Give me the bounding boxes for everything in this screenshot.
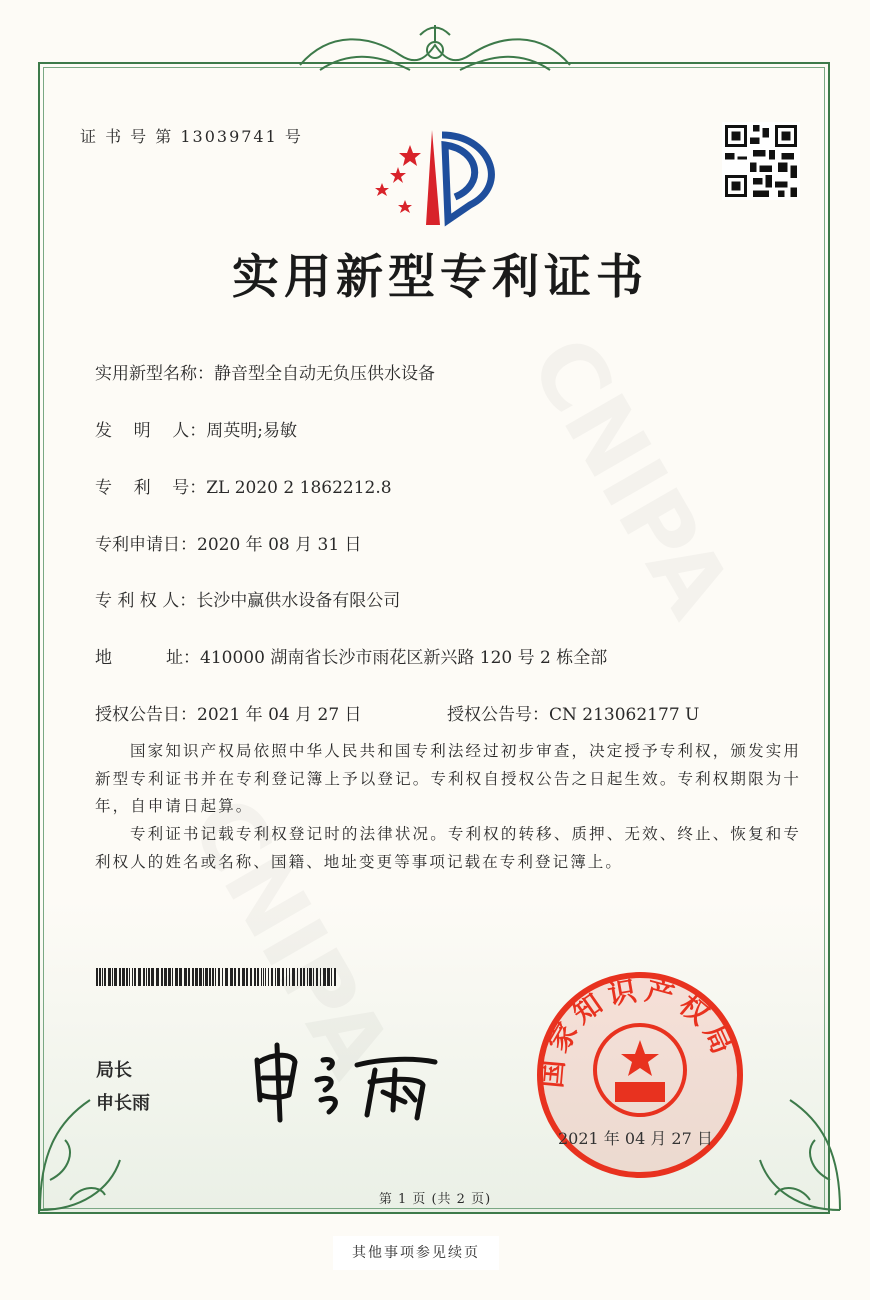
barcode-bar <box>263 968 264 986</box>
qr-code <box>722 122 800 200</box>
barcode-bar <box>222 968 223 986</box>
barcode-bar <box>119 968 121 986</box>
barcode-bar <box>230 968 233 986</box>
barcode-bar <box>188 968 190 986</box>
director-title: 局长 <box>96 1060 132 1081</box>
seal-date: 2021 年 04 月 27 日 <box>558 1129 713 1148</box>
field-grant-date <box>95 700 362 725</box>
barcode-bar <box>313 968 314 986</box>
barcode-bar <box>161 968 163 986</box>
page-indicator: 第 1 页 (共 2 页) <box>378 1192 492 1207</box>
barcode-bar <box>250 968 252 986</box>
certificate-number: 证 书 号 第 13039741 号 <box>80 127 303 146</box>
barcode-bar <box>134 968 136 986</box>
barcode-bar <box>146 968 147 986</box>
barcode-bar <box>242 968 245 986</box>
barcode-bar <box>289 968 290 986</box>
field-value: 长沙中赢供水设备有限公司 <box>196 591 401 611</box>
continuation-note: 其他事项参见续页 <box>333 1236 499 1270</box>
barcode-bar <box>238 968 240 986</box>
barcode-bar <box>275 968 276 986</box>
barcode-bar <box>179 968 182 986</box>
barcode-bar <box>205 968 208 986</box>
barcode-bar <box>112 968 113 986</box>
barcode-bar <box>99 968 101 986</box>
barcode-bar <box>175 968 178 986</box>
top-ornament <box>290 20 580 90</box>
field-label: 授权公告号： <box>447 705 549 725</box>
barcode-bar <box>246 968 248 986</box>
field-inventor <box>95 416 297 441</box>
barcode-bar <box>271 968 273 986</box>
barcode-bar <box>164 968 167 986</box>
barcode-bar <box>102 968 103 986</box>
field-label: 专 利 号： <box>95 478 207 498</box>
field-label: 授权公告日： <box>95 705 197 725</box>
barcode-bar <box>203 968 204 986</box>
field-label: 发 明 人： <box>95 421 207 441</box>
field-value: 周英明;易敏 <box>206 421 297 441</box>
field-value: 静音型全自动无负压供水设备 <box>214 364 435 384</box>
field-label: 专利申请日： <box>95 535 197 555</box>
field-label: 实用新型名称： <box>95 364 214 384</box>
barcode-bar <box>261 968 262 986</box>
barcode-bar <box>282 968 284 986</box>
barcode-bar <box>209 968 211 986</box>
barcode-bar <box>292 968 295 986</box>
barcode-bar <box>156 968 159 986</box>
barcode-bar <box>327 968 330 986</box>
barcode-bar <box>215 968 216 986</box>
field-application-date <box>95 530 362 555</box>
barcode-bar <box>331 968 332 986</box>
barcode-bar <box>309 968 312 986</box>
field-value: 2020 年 08 月 31 日 <box>197 535 362 555</box>
paragraph-grant-statement: 国家知识产权局依照中华人民共和国专利法经过初步审查，决定授予专利权，颁发实用新型专利证书并在专利登记簿上予以登记。专利权自授权公告之日起生效。专利权期限为十年，自申请日起算。 <box>95 742 801 815</box>
barcode-bar <box>138 968 141 986</box>
barcode-bar <box>172 968 173 986</box>
cnipa-logo <box>370 125 510 235</box>
field-label: 地 址： <box>95 648 201 668</box>
director-signature <box>245 1040 455 1125</box>
barcode-bar <box>218 968 220 986</box>
barcode-bar <box>184 968 187 986</box>
field-announcement-number <box>447 700 699 725</box>
field-label: 专 利 权 人： <box>95 591 197 611</box>
barcode-bar <box>265 968 266 986</box>
barcode-bar <box>212 968 214 986</box>
barcode-bar <box>195 968 198 986</box>
paragraph-legal-status: 专利证书记载专利权登记时的法律状况。专利权的转移、质押、无效、终止、恢复和专利权人的姓名或名称、国籍、地址变更等事项记载在专利登记簿上。 <box>95 825 801 871</box>
barcode-bar <box>132 968 133 986</box>
barcode-bar <box>316 968 318 986</box>
barcode-bar <box>199 968 202 986</box>
field-address <box>95 643 607 668</box>
barcode-bar <box>129 968 130 986</box>
barcode-bar <box>257 968 259 986</box>
barcode-bar <box>108 968 111 986</box>
barcode-bar <box>126 968 128 986</box>
barcode-bar <box>277 968 280 986</box>
barcode-bar <box>151 968 154 986</box>
director-name: 申长雨 <box>96 1093 150 1114</box>
barcode-bar <box>303 968 305 986</box>
barcode-bar <box>122 968 125 986</box>
barcode-bar <box>104 968 106 986</box>
barcode-bar <box>96 968 98 986</box>
barcode-bar <box>334 968 336 986</box>
barcode-bar <box>192 968 194 986</box>
field-patentee <box>95 586 400 611</box>
barcode <box>96 968 336 986</box>
barcode-bar <box>323 968 326 986</box>
field-patent-number <box>95 473 392 498</box>
barcode-bar <box>225 968 228 986</box>
barcode-bar <box>307 968 308 986</box>
barcode-bar <box>148 968 150 986</box>
certificate-title: 实用新型专利证书 <box>232 250 648 305</box>
barcode-bar <box>268 968 269 986</box>
barcode-bar <box>143 968 145 986</box>
barcode-bar <box>114 968 117 986</box>
barcode-bar <box>254 968 256 986</box>
barcode-bar <box>286 968 287 986</box>
barcode-bar <box>300 968 302 986</box>
field-value: 410000 湖南省长沙市雨花区新兴路 120 号 2 栋全部 <box>200 648 608 668</box>
field-value: ZL 2020 2 1862212.8 <box>206 478 392 498</box>
field-value: 2021 年 04 月 27 日 <box>197 705 362 725</box>
barcode-bar <box>168 968 171 986</box>
barcode-bar <box>234 968 236 986</box>
field-utility-model-name <box>95 359 435 384</box>
field-value: CN 213062177 U <box>549 705 700 725</box>
barcode-bar <box>297 968 298 986</box>
barcode-bar <box>320 968 321 986</box>
seal-text: 国家知识产权局 <box>535 973 742 1090</box>
